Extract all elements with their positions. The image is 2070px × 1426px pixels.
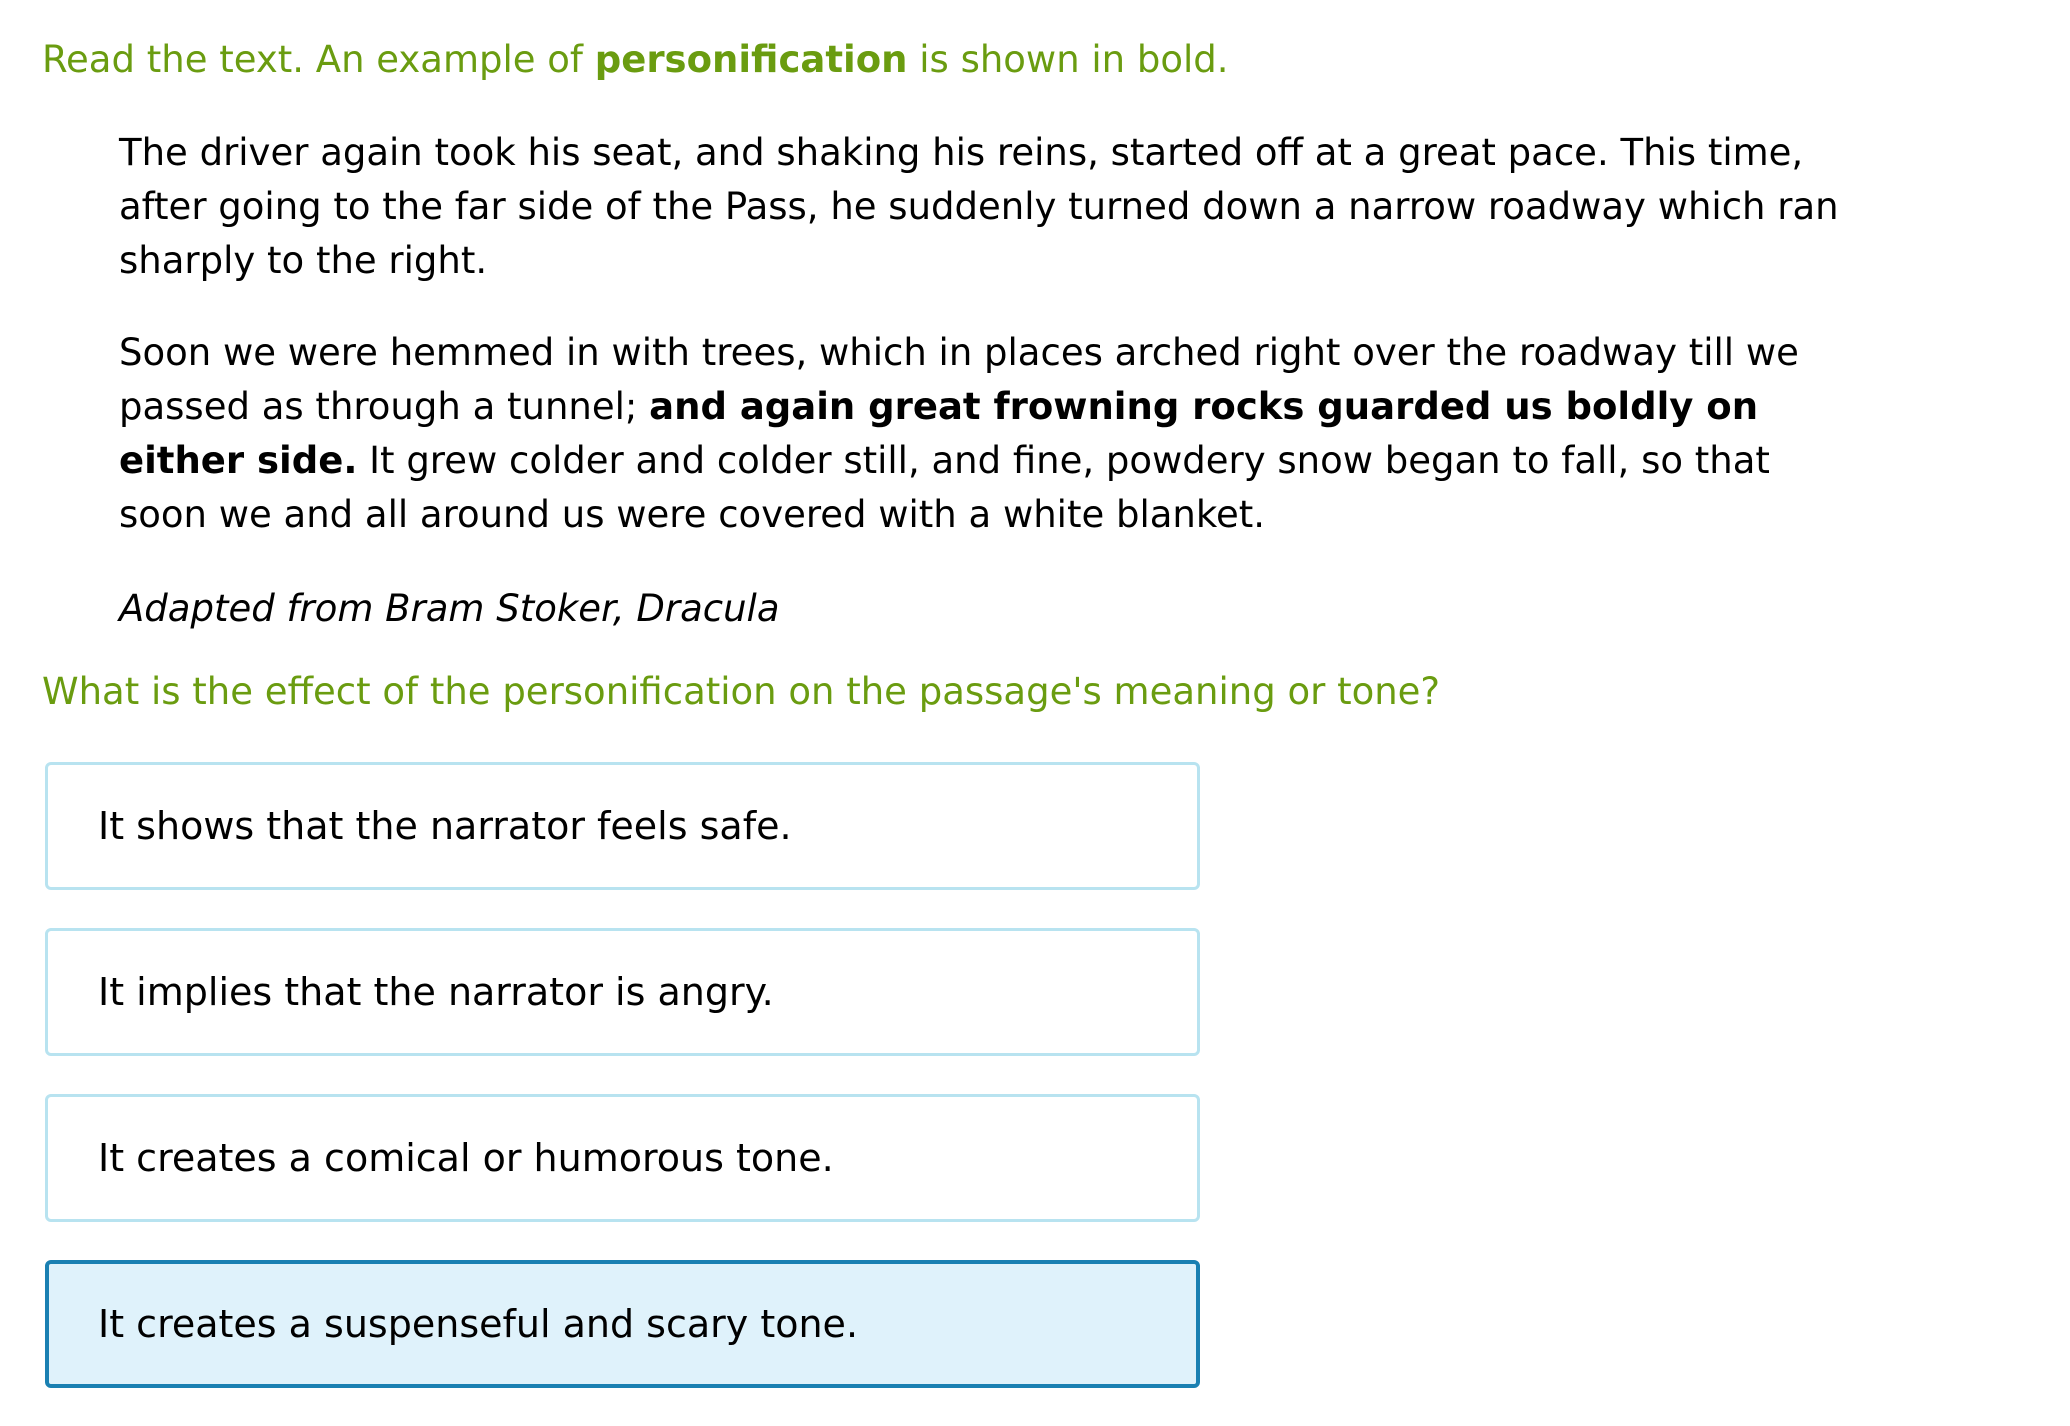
paragraph-2-before: Soon we were hemmed in with trees, which in places arched right over the roadway till we passed as through a tunnel; [119,331,1799,428]
instruction-emphasis: personification [594,38,908,81]
answer-choice-selected[interactable] [45,1260,1200,1388]
answer-choice[interactable] [45,1094,1200,1222]
question-text: What is the effect of the personification on the passage's meaning or tone? [42,670,1441,713]
answer-choice-label: It implies that the narrator is angry. [98,970,774,1014]
answer-choice[interactable] [45,762,1200,890]
personification-example: and again great frowning rocks guarded us boldly on either side. [119,385,1759,482]
instruction-text [42,34,1229,86]
instruction-suffix: is shown in bold. [907,38,1229,81]
answer-choice-label: It creates a suspenseful and scary tone. [98,1302,859,1346]
passage-source: Adapted from Bram Stoker, Dracula [119,587,780,630]
paragraph-2-after: It grew colder and colder still, and fine, powdery snow began to fall, so that soon we and all around us were covered with a white blanket. [119,439,1770,536]
passage-paragraph-2 [119,326,1869,542]
answer-choices [45,762,1200,1426]
answer-choice-label: It creates a comical or humorous tone. [98,1136,834,1180]
instruction-prefix: Read the text. An example of [42,38,595,81]
passage [119,126,1869,636]
passage-paragraph-1: The driver again took his seat, and shaking his reins, started off at a great pace. This time, after going to the far side of the Pass, he suddenly turned down a narrow roadway which ran sharply to the right. [119,131,1839,282]
answer-choice[interactable] [45,928,1200,1056]
answer-choice-label: It shows that the narrator feels safe. [98,804,792,848]
